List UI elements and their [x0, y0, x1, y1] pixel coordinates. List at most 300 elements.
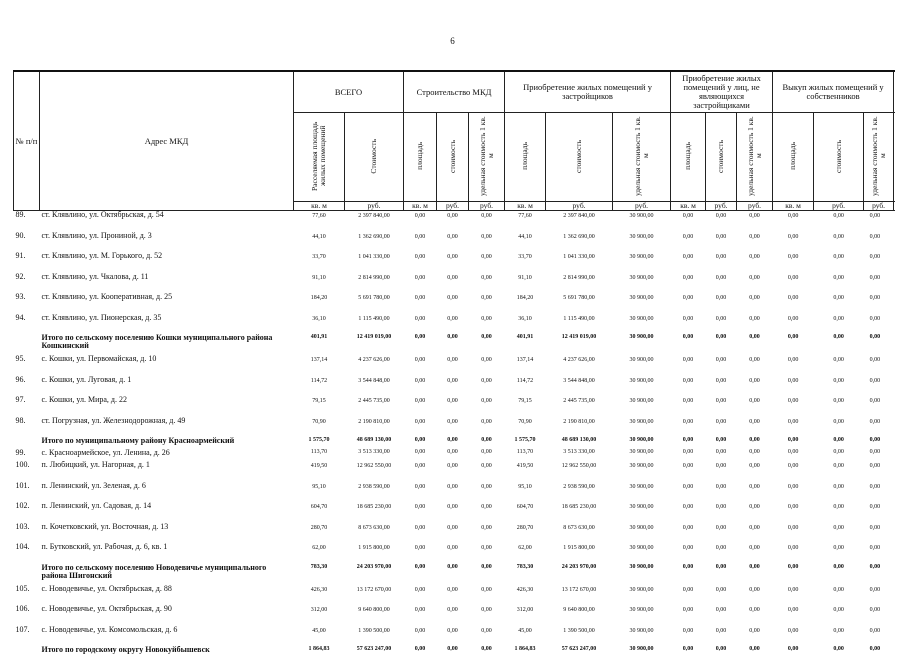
total-row: [14, 646, 894, 667]
row-value: 44,10: [294, 232, 345, 253]
row-value: 3 513 330,00: [345, 449, 404, 461]
header-subcol: [737, 113, 773, 202]
row-value: 0,00: [404, 502, 437, 523]
row-value: 0,00: [737, 314, 773, 335]
row-value: 62,00: [294, 543, 345, 564]
row-value: 1 915 800,00: [345, 543, 404, 564]
row-value: 44,10: [505, 232, 546, 253]
row-number: 100.: [14, 461, 40, 482]
row-value: 0,00: [814, 396, 864, 417]
row-value: 9 640 800,00: [345, 605, 404, 626]
row-value: 0,00: [814, 314, 864, 335]
row-value: 137,14: [505, 355, 546, 376]
row-value: 0,00: [814, 449, 864, 461]
header-subcol-label: площадь: [521, 142, 529, 170]
row-value: 18 685 230,00: [345, 502, 404, 523]
header-subcol: [469, 113, 505, 202]
row-value: 0,00: [469, 376, 505, 397]
row-value: 0,00: [737, 482, 773, 503]
header-subcol-label: Расселяемая площадь жилых помещений: [311, 114, 327, 198]
row-value: 33,70: [294, 252, 345, 273]
row-value: 0,00: [404, 461, 437, 482]
table-row: [14, 605, 894, 626]
row-value: 0,00: [469, 564, 505, 585]
row-value: 0,00: [864, 355, 894, 376]
row-number: 98.: [14, 417, 40, 438]
table-row: [14, 449, 894, 461]
row-value: 0,00: [469, 502, 505, 523]
row-value: 24 203 970,00: [345, 564, 404, 585]
row-value: 2 938 590,00: [546, 482, 613, 503]
row-value: 783,30: [505, 564, 546, 585]
row-value: 3 544 848,00: [546, 376, 613, 397]
row-value: 30 900,00: [613, 252, 671, 273]
row-value: 0,00: [814, 605, 864, 626]
row-value: 0,00: [864, 564, 894, 585]
row-value: 0,00: [469, 449, 505, 461]
row-value: 0,00: [437, 461, 469, 482]
row-value: 24 203 970,00: [546, 564, 613, 585]
row-value: 0,00: [469, 626, 505, 647]
table-row: [14, 626, 894, 647]
header-subcol: [505, 113, 546, 202]
row-value: 0,00: [437, 314, 469, 335]
row-value: 0,00: [437, 482, 469, 503]
row-address: п. Ленинский, ул. Садовая, д. 14: [40, 502, 294, 523]
row-value: 401,91: [294, 334, 345, 355]
row-number: 106.: [14, 605, 40, 626]
row-value: 30 900,00: [613, 523, 671, 544]
header-row-groups: [14, 71, 894, 113]
row-value: 401,91: [505, 334, 546, 355]
row-value: 0,00: [671, 376, 706, 397]
row-value: 783,30: [294, 564, 345, 585]
row-value: 604,70: [505, 502, 546, 523]
header-num: № п/п: [14, 71, 40, 211]
row-value: 0,00: [404, 564, 437, 585]
row-value: 0,00: [671, 232, 706, 253]
row-value: 0,00: [773, 293, 814, 314]
row-value: 30 900,00: [613, 376, 671, 397]
header-group-total: ВСЕГО: [294, 71, 404, 113]
row-number: [14, 437, 40, 449]
row-value: 114,72: [505, 376, 546, 397]
row-value: 0,00: [864, 461, 894, 482]
row-value: 0,00: [706, 437, 737, 449]
row-value: 0,00: [437, 646, 469, 667]
row-value: 0,00: [706, 461, 737, 482]
row-value: 2 445 735,00: [546, 396, 613, 417]
resettlement-table: [13, 70, 894, 667]
row-value: 0,00: [737, 334, 773, 355]
row-number: 92.: [14, 273, 40, 294]
row-value: 0,00: [437, 232, 469, 253]
row-value: 0,00: [864, 482, 894, 503]
row-value: 0,00: [773, 417, 814, 438]
row-value: 0,00: [437, 396, 469, 417]
row-value: 0,00: [671, 646, 706, 667]
row-address: ст. Клявлино, ул. Пионерская, д. 35: [40, 314, 294, 335]
row-value: 0,00: [814, 293, 864, 314]
row-value: 0,00: [737, 211, 773, 232]
row-value: 0,00: [814, 585, 864, 606]
row-value: 0,00: [737, 449, 773, 461]
row-value: 30 900,00: [613, 543, 671, 564]
row-value: 0,00: [469, 482, 505, 503]
row-value: 12 419 019,00: [345, 334, 404, 355]
row-value: 280,70: [294, 523, 345, 544]
header-unit: кв. м: [505, 202, 546, 211]
header-subcol: [294, 113, 345, 202]
row-value: 0,00: [773, 626, 814, 647]
row-value: 30 900,00: [613, 396, 671, 417]
row-address: с. Кошки, ул. Луговая, д. 1: [40, 376, 294, 397]
row-value: 0,00: [773, 482, 814, 503]
row-value: 0,00: [773, 523, 814, 544]
row-value: 0,00: [437, 564, 469, 585]
row-value: 0,00: [671, 626, 706, 647]
row-address: ст. Клявлино, ул. Прониной, д. 3: [40, 232, 294, 253]
header-unit: руб.: [469, 202, 505, 211]
total-label: Итого по сельскому поселению Кошки муниципального района Кошкинский: [40, 334, 294, 355]
page-number: 6: [0, 36, 905, 46]
row-value: 0,00: [814, 232, 864, 253]
row-value: 3 544 848,00: [345, 376, 404, 397]
row-value: 36,10: [505, 314, 546, 335]
row-number: [14, 564, 40, 585]
row-address: с. Красноармейское, ул. Ленина, д. 26: [40, 449, 294, 461]
row-value: 0,00: [814, 523, 864, 544]
row-value: 0,00: [737, 605, 773, 626]
row-value: 0,00: [469, 461, 505, 482]
row-value: 0,00: [706, 252, 737, 273]
row-value: 0,00: [706, 564, 737, 585]
table-row: [14, 396, 894, 417]
row-value: 77,60: [505, 211, 546, 232]
row-value: 1 041 330,00: [546, 252, 613, 273]
row-value: 1 390 500,00: [546, 626, 613, 647]
row-value: 30 900,00: [613, 502, 671, 523]
row-value: 0,00: [773, 449, 814, 461]
row-value: 0,00: [469, 314, 505, 335]
row-value: 1 575,70: [294, 437, 345, 449]
row-value: 0,00: [706, 626, 737, 647]
row-number: 95.: [14, 355, 40, 376]
row-value: 0,00: [404, 449, 437, 461]
row-value: 0,00: [469, 605, 505, 626]
header-subcol: [404, 113, 437, 202]
row-value: 0,00: [706, 417, 737, 438]
row-value: 30 900,00: [613, 646, 671, 667]
table-row: [14, 585, 894, 606]
row-value: 0,00: [404, 417, 437, 438]
row-value: 0,00: [814, 564, 864, 585]
row-value: 30 900,00: [613, 437, 671, 449]
row-value: 312,00: [294, 605, 345, 626]
row-value: 0,00: [671, 564, 706, 585]
row-address: с. Новодевичье, ул. Октябрьская, д. 88: [40, 585, 294, 606]
row-number: 89.: [14, 211, 40, 232]
row-value: 0,00: [404, 314, 437, 335]
row-value: 95,10: [505, 482, 546, 503]
row-value: 0,00: [437, 355, 469, 376]
total-row: [14, 564, 894, 585]
row-value: 0,00: [404, 273, 437, 294]
row-value: 0,00: [864, 334, 894, 355]
row-value: 0,00: [864, 232, 894, 253]
row-value: 0,00: [814, 334, 864, 355]
row-value: 0,00: [864, 293, 894, 314]
row-value: 312,00: [505, 605, 546, 626]
row-value: 0,00: [737, 585, 773, 606]
row-value: 0,00: [864, 646, 894, 667]
row-value: 0,00: [814, 543, 864, 564]
row-value: 0,00: [864, 252, 894, 273]
row-value: 0,00: [706, 232, 737, 253]
row-value: 0,00: [773, 355, 814, 376]
header-subcol-label: площадь: [684, 142, 692, 170]
row-value: 0,00: [814, 376, 864, 397]
row-value: 0,00: [814, 461, 864, 482]
row-address: с. Кошки, ул. Первомайская, д. 10: [40, 355, 294, 376]
header-unit: кв. м: [404, 202, 437, 211]
row-value: 0,00: [706, 273, 737, 294]
row-value: 30 900,00: [613, 461, 671, 482]
row-value: 79,15: [294, 396, 345, 417]
table-row: [14, 314, 894, 335]
row-value: 0,00: [469, 273, 505, 294]
row-value: 0,00: [437, 376, 469, 397]
row-number: 103.: [14, 523, 40, 544]
row-value: 79,15: [505, 396, 546, 417]
row-value: 0,00: [773, 211, 814, 232]
row-value: 70,90: [505, 417, 546, 438]
row-value: 30 900,00: [613, 355, 671, 376]
row-value: 2 190 810,00: [345, 417, 404, 438]
header-unit: кв. м: [671, 202, 706, 211]
table-row: [14, 417, 894, 438]
row-number: 97.: [14, 396, 40, 417]
row-value: 0,00: [814, 211, 864, 232]
row-value: 57 623 247,00: [345, 646, 404, 667]
header-subcol: [671, 113, 706, 202]
row-value: 0,00: [469, 232, 505, 253]
row-value: 0,00: [437, 417, 469, 438]
table-row: [14, 273, 894, 294]
row-value: 0,00: [671, 252, 706, 273]
row-value: 0,00: [864, 449, 894, 461]
row-value: 0,00: [706, 314, 737, 335]
row-value: 0,00: [404, 626, 437, 647]
row-value: 0,00: [737, 355, 773, 376]
row-value: 30 900,00: [613, 232, 671, 253]
row-address: п. Бутковский, ул. Рабочая, д. 6, кв. 1: [40, 543, 294, 564]
row-value: 0,00: [706, 293, 737, 314]
row-value: 0,00: [671, 585, 706, 606]
row-value: 30 900,00: [613, 482, 671, 503]
row-value: 0,00: [671, 502, 706, 523]
row-value: 0,00: [773, 585, 814, 606]
row-value: 2 938 590,00: [345, 482, 404, 503]
table-row: [14, 523, 894, 544]
row-value: 0,00: [814, 502, 864, 523]
row-value: 0,00: [437, 585, 469, 606]
row-value: 0,00: [404, 211, 437, 232]
row-value: 0,00: [773, 605, 814, 626]
row-value: 0,00: [671, 396, 706, 417]
header-subcol-label: площадь: [789, 142, 797, 170]
row-value: 0,00: [706, 355, 737, 376]
row-value: 48 689 130,00: [345, 437, 404, 449]
row-value: 0,00: [706, 523, 737, 544]
row-value: 0,00: [404, 605, 437, 626]
row-value: 0,00: [773, 437, 814, 449]
header-subcol: [814, 113, 864, 202]
row-value: 0,00: [814, 273, 864, 294]
row-value: 2 397 840,00: [345, 211, 404, 232]
row-value: 1 864,83: [294, 646, 345, 667]
row-value: 30 900,00: [613, 585, 671, 606]
header-group-developers: Приобретение жилых помещений у застройщиков: [505, 71, 671, 113]
row-value: 0,00: [737, 376, 773, 397]
row-value: 0,00: [671, 449, 706, 461]
row-value: 0,00: [437, 211, 469, 232]
table-row: [14, 232, 894, 253]
row-number: 107.: [14, 626, 40, 647]
row-value: 0,00: [469, 523, 505, 544]
row-value: 0,00: [437, 626, 469, 647]
row-value: 0,00: [469, 334, 505, 355]
row-value: 0,00: [437, 605, 469, 626]
row-value: 0,00: [671, 211, 706, 232]
row-value: 0,00: [437, 523, 469, 544]
row-value: 0,00: [404, 585, 437, 606]
row-value: 0,00: [737, 273, 773, 294]
row-value: 0,00: [469, 252, 505, 273]
row-value: 91,10: [505, 273, 546, 294]
row-value: 137,14: [294, 355, 345, 376]
header-unit: руб.: [737, 202, 773, 211]
row-value: 30 900,00: [613, 626, 671, 647]
row-value: 0,00: [706, 543, 737, 564]
row-value: 0,00: [404, 646, 437, 667]
row-value: 0,00: [671, 417, 706, 438]
header-subcol: [546, 113, 613, 202]
row-value: 0,00: [864, 605, 894, 626]
row-value: 0,00: [773, 461, 814, 482]
row-value: 0,00: [671, 437, 706, 449]
header-subcol-label: Стоимость: [370, 139, 378, 174]
row-value: 0,00: [864, 314, 894, 335]
row-value: 13 172 670,00: [546, 585, 613, 606]
row-value: 3 513 330,00: [546, 449, 613, 461]
row-value: 0,00: [671, 293, 706, 314]
row-number: 93.: [14, 293, 40, 314]
row-value: 95,10: [294, 482, 345, 503]
row-value: 2 814 990,00: [345, 273, 404, 294]
row-value: 0,00: [737, 232, 773, 253]
header-address: Адрес МКД: [40, 71, 294, 211]
row-value: 0,00: [404, 437, 437, 449]
row-value: 280,70: [505, 523, 546, 544]
row-value: 0,00: [469, 437, 505, 449]
row-value: 0,00: [864, 543, 894, 564]
header-unit: кв. м: [294, 202, 345, 211]
row-value: 0,00: [469, 396, 505, 417]
row-value: 0,00: [737, 293, 773, 314]
table-row: [14, 252, 894, 273]
row-number: 102.: [14, 502, 40, 523]
row-value: 5 691 780,00: [546, 293, 613, 314]
row-value: 0,00: [737, 252, 773, 273]
row-value: 77,60: [294, 211, 345, 232]
header-subcol: [773, 113, 814, 202]
row-value: 0,00: [671, 355, 706, 376]
row-number: 96.: [14, 376, 40, 397]
row-value: 184,20: [294, 293, 345, 314]
row-value: 604,70: [294, 502, 345, 523]
row-value: 0,00: [706, 449, 737, 461]
table-row: [14, 461, 894, 482]
table-row: [14, 211, 894, 232]
row-value: 0,00: [773, 273, 814, 294]
row-value: 30 900,00: [613, 314, 671, 335]
header-unit: руб.: [613, 202, 671, 211]
header-subcol-label: площадь: [416, 142, 424, 170]
row-value: 0,00: [437, 273, 469, 294]
row-value: 0,00: [404, 543, 437, 564]
row-value: 36,10: [294, 314, 345, 335]
row-value: 45,00: [505, 626, 546, 647]
row-value: 0,00: [706, 502, 737, 523]
row-value: 8 673 630,00: [345, 523, 404, 544]
row-value: 0,00: [864, 585, 894, 606]
row-value: 30 900,00: [613, 334, 671, 355]
row-value: 30 900,00: [613, 449, 671, 461]
row-value: 0,00: [814, 626, 864, 647]
row-value: 0,00: [671, 543, 706, 564]
row-value: 1 575,70: [505, 437, 546, 449]
row-value: 0,00: [671, 461, 706, 482]
row-value: 0,00: [773, 252, 814, 273]
header-subcol-label: удельная стоимость 1 кв. м: [634, 114, 650, 198]
row-value: 0,00: [737, 502, 773, 523]
row-value: 18 685 230,00: [546, 502, 613, 523]
row-value: 0,00: [864, 437, 894, 449]
header-subcol-label: стоимость: [449, 140, 457, 173]
header-subcol: [864, 113, 894, 202]
row-value: 45,00: [294, 626, 345, 647]
header-unit: руб.: [864, 202, 894, 211]
row-value: 0,00: [404, 396, 437, 417]
row-number: 105.: [14, 585, 40, 606]
row-value: 1 041 330,00: [345, 252, 404, 273]
row-value: 30 900,00: [613, 273, 671, 294]
header-unit: руб.: [706, 202, 737, 211]
header-subcol: [706, 113, 737, 202]
row-address: с. Кошки, ул. Мира, д. 22: [40, 396, 294, 417]
row-value: 30 900,00: [613, 211, 671, 232]
row-value: 0,00: [737, 417, 773, 438]
row-value: 0,00: [706, 605, 737, 626]
row-value: 0,00: [404, 293, 437, 314]
row-value: 30 900,00: [613, 293, 671, 314]
row-value: 0,00: [469, 211, 505, 232]
row-value: 33,70: [505, 252, 546, 273]
row-value: 0,00: [773, 502, 814, 523]
total-row: [14, 437, 894, 449]
row-value: 0,00: [773, 646, 814, 667]
